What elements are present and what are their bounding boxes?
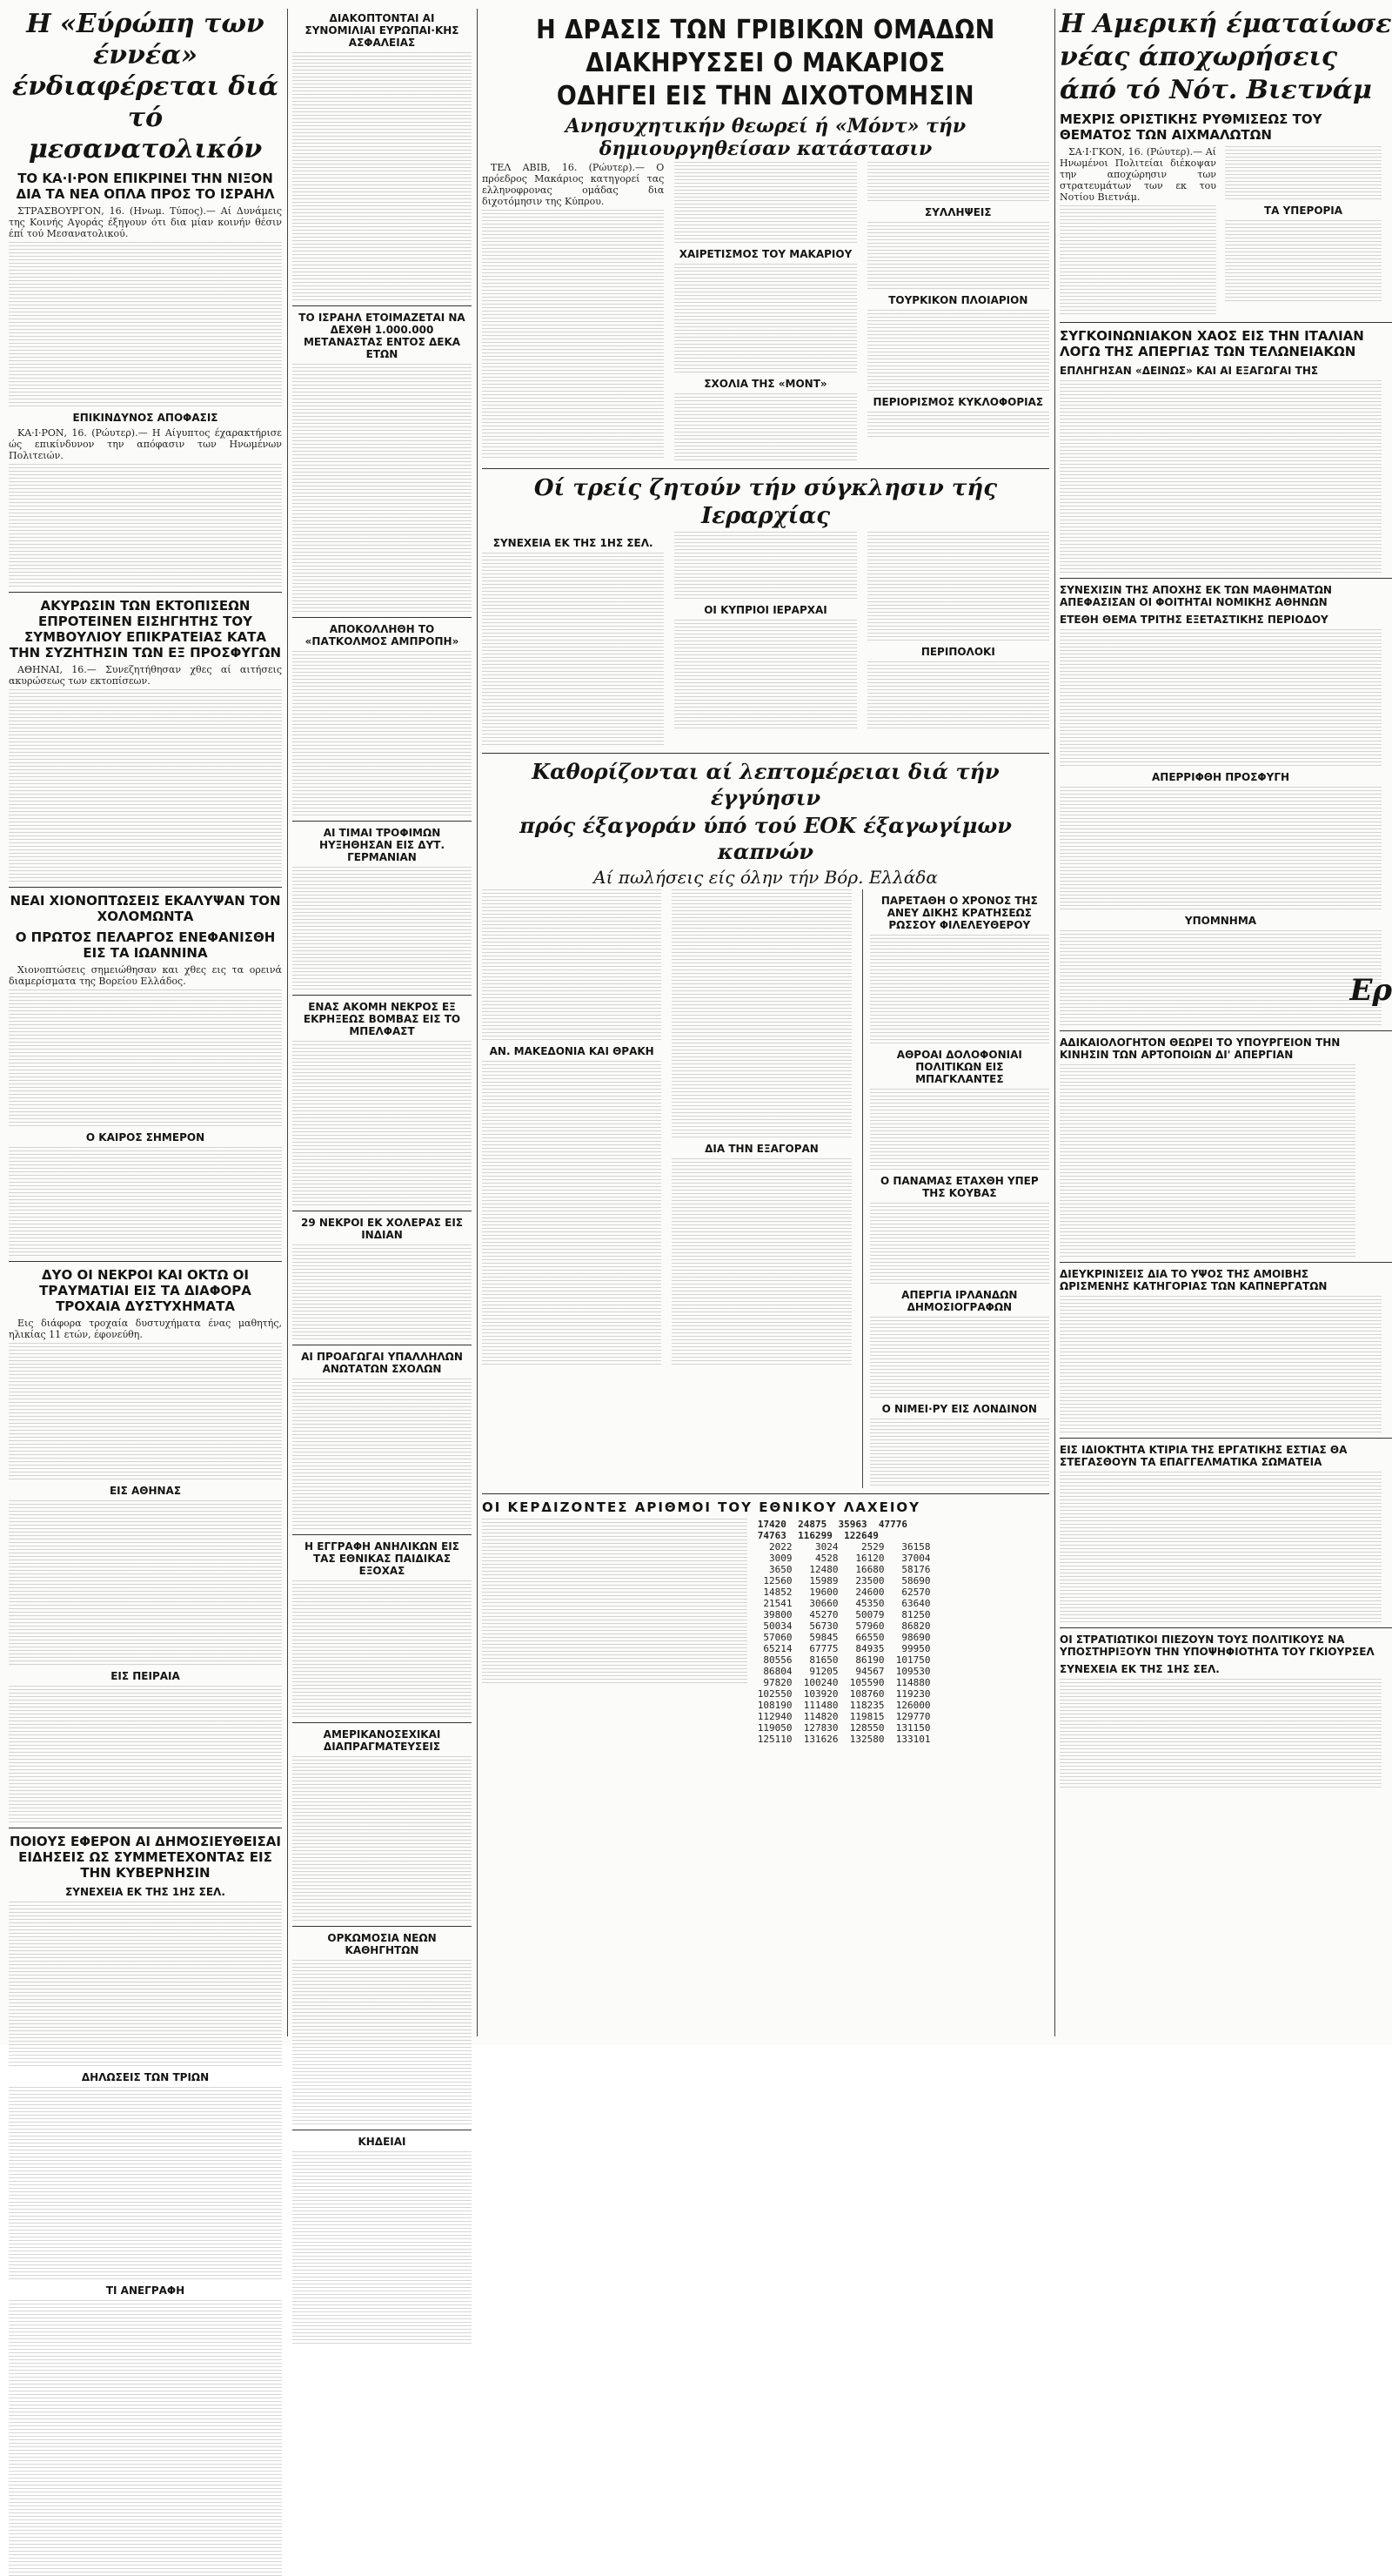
headline-government-news: ΠΟΙΟΥΣ ΕΦΕΡΟΝ ΑΙ ΔΗΜΟΣΙΕΥΘΕΙΣΑΙ ΕΙΔΗΣΕΙΣ ΩΣ ΣΥΜΜΕΤΕΧΟΝΤΑΣ ΕΙΣ ΤΗΝ ΚΥΒΕΡΝΗΣΙΝ [10,1834,281,1881]
section-title: ΑΠΕΡΡΙΦΘΗ ΠΡΟΣΦΥΓΗ [1151,771,1290,783]
headline-negotiations: ΑΜΕΡΙΚΑΝΟΣΕΧΙΚΑΙ ΔΙΑΠΡΑΓΜΑΤΕΥΣΕΙΣ [323,1728,441,1753]
article-body: ΑΘΗΝΑΙ, 16.— Συνεζητήθησαν χθες αί αιτήσεις ακυρώσεως των εκτοπίσεων. [9,664,282,687]
headline-labour-unions: ΕΙΣ ΙΔΙΟΚΤΗΤΑ ΚΤΙΡΙΑ ΤΗΣ ΕΡΓΑΤΙΚΗΣ ΕΣΤΙΑΣ ΘΑ ΣΤΕΓΑΣΘΟΥΝ ΤΑ ΕΠΑΓΓΕΛΜΑΤΙΚΑ ΣΩΜΑΤΕΙΑ [1060,1444,1348,1468]
article-body: Εις διάφορα τροχαία δυστυχήματα ένας μαθητής, ηλικίας 11 ετών, έφονεύθη. [9,1318,282,1340]
column-left [9,7,282,2297]
section-title: ΣΥΛΛΗΨΕΙΣ [925,206,992,218]
headline-snowfall: ΝΕΑΙ ΧΙΟΝΟΠΤΩΣΕΙΣ ΕΚΑΛΥΨΑΝ ΤΟΝ ΧΟΛΟΜΩΝΤΑ [10,893,281,924]
continuation-label: ΣΥΝΕΧΕΙΑ ΕΚ ΤΗΣ 1ΗΣ ΣΕΛ. [65,1886,225,1898]
headline-law-students: ΣΥΝΕΧΙΣΙΝ ΤΗΣ ΑΠΟΧΗΣ ΕΚ ΤΩΝ ΜΑΘΗΜΑΤΩΝ ΑΠΕΦΑΣΙΣΑΝ ΟΙ ΦΟΙΤΗΤΑΙ ΝΟΜΙΚΗΣ ΑΘΗΝΩΝ [1060,584,1332,608]
column-rule [477,9,478,2036]
subheadline-monde: Ανησυχητικήν θεωρεί ή «Μόντ» τήν δημιουργηθείσαν κατάστασιν [565,115,967,160]
headline-exile-annulment: ΑΚΥΡΩΣΙΝ ΤΩΝ ΕΚΤΟΠΙΣΕΩΝ ΕΠΡΟΤΕΙΝΕΝ ΕΙΣΗΓΗΤΗΣ ΤΟΥ ΣΥΜΒΟΥΛΙΟΥ ΕΠΙΚΡΑΤΕΙΑΣ ΚΑΤΑ ΤΗΝ ΣΥΖΗΤΗΣΙΝ ΤΩΝ ΕΞ ΠΡΟΣΦΥΓΩΝ [9,598,282,661]
article-body: ΣΑ·Ι·ΓΚΟΝ, 16. (Ρώυτερ).— Αί Ηνωμένοι Πολιτείαι διέκοψαν την αποχώρησιν των στρατευμάτων των εκ του Νοτίου Βιετνάμ. [1060,146,1216,203]
section-title: ΠΕΡΙΟΡΙΣΜΟΣ ΚΥΚΛΟΦΟΡΙΑΣ [873,396,1044,408]
headline-israel-immigrants: ΤΟ ΙΣΡΑΗΛ ΕΤΟΙΜΑΖΕΤΑΙ ΝΑ ΔΕΧΘΗ 1.000.000 ΜΕΤΑΝΑΣΤΑΣ ΕΝΤΟΣ ΔΕΚΑ ΕΤΩΝ [298,312,465,360]
headline-cholera-india: 29 ΝΕΚΡΟΙ ΕΚ ΧΟΛΕΡΑΣ ΕΙΣ ΙΝΔΙΑΝ [301,1217,463,1241]
headline-vietnam-1: Η Αμερική έματαίωσε [1060,9,1392,39]
headline-makarios-1: Η ΔΡΑΣΙΣ ΤΩΝ ΓΡΙΒΙΚΩΝ ΟΜΑΔΩΝ [536,15,995,45]
section-title: ΔΙΑ ΤΗΝ ΕΞΑΓΟΡΑΝ [705,1143,819,1155]
article-body: ΚΑ·Ι·ΡΟΝ, 16. (Ρώυτερ).— Η Αίγυπτος έχαρακτήρισε ώς επικίνδυνον την απόφασιν των Ηνωμένων Πολιτειών. [9,427,282,461]
column-rule [1054,9,1055,2036]
headline-bakers: ΑΔΙΚΑΙΟΛΟΓΗΤΟΝ ΘΕΩΡΕΙ ΤΟ ΥΠΟΥΡΓΕΙΟΝ ΤΗΝ ΚΙΝΗΣΙΝ ΤΩΝ ΑΡΤΟΠΟΙΩΝ ΔΙ' ΑΠΕΡΓΙΑΝ [1060,1036,1341,1061]
section-title: ΧΑΙΡΕΤΙΣΜΟΣ ΤΟΥ ΜΑΚΑΡΙΟΥ [679,248,853,260]
hierarchy-article [482,532,1049,748]
headline-europe: Η «Εύρώπη των έννέα» ένδιαφέρεται διά τό μεσανατολικόν [11,9,279,164]
column-right [1060,7,1392,2035]
section-title: ΠΕΡΙΠΟΛΟΚΙ [920,646,995,658]
article-body: ΣΤΡΑΣΒΟΥΡΓΟΝ, 16. (Ηνωμ. Τύπος).— Αί Δυνάμεις της Κοινής Αγοράς έξηγουν ότι δια μίαν κοινήν θέσιν έπί τού Μεσανατολικού. [9,205,282,239]
section-title: Ο ΚΑΙΡΟΣ ΣΗΜΕΡΟΝ [85,1131,205,1144]
headline-bangladesh: ΑΘΡΟΑΙ ΔΟΛΟΦΟΝΙΑΙ ΠΟΛΙΤΙΚΩΝ ΕΙΣ ΜΠΑΓΚΛΑΝΤΕΣ [896,1049,1022,1085]
headline-turkey-military: ΟΙ ΣΤΡΑΤΙΩΤΙΚΟΙ ΠΙΕΖΟΥΝ ΤΟΥΣ ΠΟΛΙΤΙΚΟΥΣ ΝΑ ΥΠΟΣΤΗΡΙΞΟΥΝ ΤΗΝ ΥΠΟΨΗΦΙΟΤΗΤΑ ΤΟΥ ΓΚΙΟΥΡΣΕΛ [1060,1633,1375,1658]
headline-hierarchy: Οί τρείς ζητούν τήν σύγκλησιν τής Ιεραρχίας [533,475,998,529]
headline-detached: ΑΠΟΚΟΛΛΗΘΗ ΤΟ «ΠΑΤΚΟΛΜΟΣ ΑΜΠΡΟΠΗ» [304,623,459,647]
headline-makarios-3: ΟΔΗΓΕΙ ΕΙΣ ΤΗΝ ΔΙΧΟΤΟΜΗΣΙΝ [556,81,975,111]
article-body: ΤΕΛ ΑΒΙΒ, 16. (Ρώυτερ).— Ο πρόεδρος Μακάριος κατηγορεί τας ελληνοφρονας ομάδας δια διχοτόμησιν της Κύπρου. [482,162,665,207]
headline-security-talks: ΔΙΑΚΟΠΤΟΝΤΑΙ ΑΙ ΣΥΝΟΜΙΛΙΑΙ ΕΥΡΩΠΑΙ·ΚΗΣ ΑΣΦΑΛΕΙΑΣ [304,12,459,49]
headline-food-prices: ΑΙ ΤΙΜΑΙ ΤΡΟΦΙΜΩΝ ΗΥΞΗΘΗΣΑΝ ΕΙΣ ΔΥΤ. ΓΕΡΜΑΝΙΑΝ [318,827,445,863]
lottery-section [482,1519,1049,1745]
article-body: Χιονοπτώσεις σημειώθησαν και χθες εις τα ορεινά διαμερίσματα της Βορείου Ελλάδος. [9,964,282,987]
section-title: ΟΙ ΚΥΠΡΙΟΙ ΙΕΡΑΡΧΑΙ [704,604,827,616]
section-title: ΤΟΥΡΚΙΚΟΝ ΠΛΟΙΑΡΙΟΝ [888,294,1028,306]
headline-tobacco-1: Καθορίζονται αί λεπτομέρειαι διά τήν έγγύησιν [532,759,1000,810]
cropped-edge-text: Ερ [1349,973,1392,1008]
headline-stork: Ο ΠΡΩΤΟΣ ΠΕΛΑΡΓΟΣ ΕΝΕΦΑΝΙΣΘΗ ΕΙΣ ΤΑ ΙΩΑΝΝΙΝΑ [15,929,276,961]
headline-summer-camps: Η ΕΓΓΡΑΦΗ ΑΝΗΛΙΚΩΝ ΕΙΣ ΤΑΣ ΕΘΝΙΚΑΣ ΠΑΙΔΙΚΑΣ ΕΞΟΧΑΣ [304,1540,459,1577]
headline-makarios-2: ΔΙΑΚΗΡΥΣΣΕΙ Ο ΜΑΚΑΡΙΟΣ [586,48,946,78]
subheadline-tobacco: Αί πωλήσεις είς όλην τήν Βόρ. Ελλάδα [593,867,938,888]
headline-tobacco-workers: ΔΙΕΥΚΡΙΝΙΣΕΙΣ ΔΙΑ ΤΟ ΥΨΟΣ ΤΗΣ ΑΜΟΙΒΗΣ ΩΡΙΣΜΕΝΗΣ ΚΑΤΗΓΟΡΙΑΣ ΤΩΝ ΚΑΠΝΕΡΓΑΤΩΝ [1060,1268,1328,1292]
tobacco-article [482,889,1049,1488]
section-title: ΕΠΙΚΙΝΔΥΝΟΣ ΑΠΟΦΑΣΙΣ [72,412,218,424]
section-title: ΑΝ. ΜΑΚΕΔΟΝΙΑ ΚΑΙ ΘΡΑΚΗ [489,1045,654,1057]
subheadline-exams: ΕΤΕΘΗ ΘΕΜΑ ΤΡΙΤΗΣ ΕΞΕΤΑΣΤΙΚΗΣ ΠΕΡΙΟΔΟΥ [1060,614,1328,626]
headline-tobacco-2: πρός έξαγοράν ύπό τού ΕΟΚ έξαγωγίμων καπνών [519,813,1012,864]
headline-promotions: ΑΙ ΠΡΟΑΓΩΓΑΙ ΥΠΑΛΛΗΛΩΝ ΑΝΩΤΑΤΩΝ ΣΧΟΛΩΝ [301,1351,463,1375]
subheadline-vietnam: ΜΕΧΡΙΣ ΟΡΙΣΤΙΚΗΣ ΡΥΘΜΙΣΕΩΣ ΤΟΥ ΘΕΜΑΤΟΣ ΤΩΝ ΑΙΧΜΑΛΩΤΩΝ [1060,111,1322,143]
section-title: ΥΠΟΜΝΗΜΑ [1184,915,1257,927]
headline-professors-oath: ΟΡΚΩΜΟΣΙΑ ΝΕΩΝ ΚΑΘΗΓΗΤΩΝ [327,1932,437,1956]
headline-irish-strike: ΑΠΕΡΓΙΑ ΙΡΛΑΝΔΩΝ ΔΗΜΟΣΙΟΓΡΑΦΩΝ [901,1289,1018,1313]
subheadline-italy: ΕΠΛΗΓΗΣΑΝ «ΔΕΙΝΩΣ» ΚΑΙ ΑΙ ΕΞΑΓΩΓΑΙ ΤΗΣ [1060,365,1319,377]
lottery-table: 2022 3024 2529 36158 3009 4528 16120 37004 3650 12480 16680 58176 12560 15989 23500 58690 14852 19600 24600 62570 21541 30660 45350 63640 39800 45270 50079 81250 50034 56730 57960 86820 57060 59845 66550 98690 65214 67775 84935 99950 80556 81650 86190 101750 86804 91205 94567 109530 97820 100240 105590 114880 102550 103920 108760 119230 108190 111480 118235 126000 112940 114820 119815 129770 119050 127830 128550 131150 125110 131626 132580 133101 [757,1541,931,1745]
headline-funerals: ΚΗΔΕΙΑΙ [358,2136,406,2148]
continuation-label: ΣΥΝΕΧΕΙΑ ΕΚ ΤΗΣ 1ΗΣ ΣΕΛ. [1060,1663,1220,1675]
headline-vietnam-3: άπό τό Νότ. Βιετνάμ [1060,75,1372,105]
column-second [292,7,472,2148]
section-title: ΕΙΣ ΑΘΗΝΑΣ [109,1485,182,1497]
headline-italy-chaos: ΣΥΓΚΟΙΝΩΝΙΑΚΟΝ ΧΑΟΣ ΕΙΣ ΤΗΝ ΙΤΑΛΙΑΝ ΛΟΓΩ ΤΗΣ ΑΠΕΡΓΙΑΣ ΤΩΝ ΤΕΛΩΝΕΙΑΚΩΝ [1060,328,1364,359]
lottery-top-numbers: 17420 24875 35963 47776 74763 116299 122649 [757,1519,907,1541]
section-title: ΣΧΟΛΙΑ ΤΗΣ «ΜΟΝΤ» [704,378,827,390]
section-title: ΔΗΛΩΣΕΙΣ ΤΩΝ ΤΡΙΩΝ [81,2071,210,2083]
vietnam-article [1060,146,1382,317]
subheadline-cairo: ΤΟ ΚΑ·Ι·ΡΟΝ ΕΠΙΚΡΙΝΕΙ ΤΗΝ ΝΙΞΟΝ ΔΙΑ ΤΑ ΝΕΑ ΟΠΛΑ ΠΡΟΣ ΤΟ ΙΣΡΑΗΛ [16,171,275,202]
headline-belfast-bomb: ΕΝΑΣ ΑΚΟΜΗ ΝΕΚΡΟΣ ΕΞ ΕΚΡΗΞΕΩΣ ΒΟΜΒΑΣ ΕΙΣ ΤΟ ΜΠΕΛΦΑΣΤ [303,1001,461,1037]
section-title: ΤΑ ΥΠΕΡΟΡΙΑ [1263,205,1343,217]
headline-dissident: ΠΑΡΕΤΑΘΗ Ο ΧΡΟΝΟΣ ΤΗΣ ΑΝΕΥ ΔΙΚΗΣ ΚΡΑΤΗΣΕΩΣ ΡΩΣΣΟΥ ΦΙΛΕΛΕΥΘΕΡΟΥ [880,895,1038,931]
section-title: ΤΙ ΑΝΕΓΡΑΦΗ [105,2284,185,2297]
section-title: ΕΙΣ ΠΕΙΡΑΙΑ [110,1670,180,1682]
column-center [482,7,1049,2035]
headline-traffic-accidents: ΔΥΟ ΟΙ ΝΕΚΡΟΙ ΚΑΙ ΟΚΤΩ ΟΙ ΤΡΑΥΜΑΤΙΑΙ ΕΙΣ ΤΑ ΔΙΑΦΟΡΑ ΤΡΟΧΑΙΑ ΔΥΣΤΥΧΗΜΑΤΑ [39,1267,251,1314]
headline-lottery: ΟΙ ΚΕΡΔΙΖΟΝΤΕΣ ΑΡΙΘΜΟΙ ΤΟΥ ΕΘΝΙΚΟΥ ΛΑΧΕΙΟΥ [482,1499,921,1515]
continuation-label: ΣΥΝΕΧΕΙΑ ΕΚ ΤΗΣ 1ΗΣ ΣΕΛ. [492,537,653,549]
headline-vietnam-2: νέας άποχωρήσεις [1060,42,1338,72]
headline-nimeiry: Ο ΝΙΜΕΙ·ΡΥ ΕΙΣ ΛΟΝΔΙΝΟΝ [881,1403,1037,1415]
headline-panama: Ο ΠΑΝΑΜΑΣ ΕΤΑΧΘΗ ΥΠΕΡ ΤΗΣ ΚΟΥΒΑΣ [880,1175,1039,1199]
makarios-article [482,162,1049,463]
column-rule [287,9,288,2036]
